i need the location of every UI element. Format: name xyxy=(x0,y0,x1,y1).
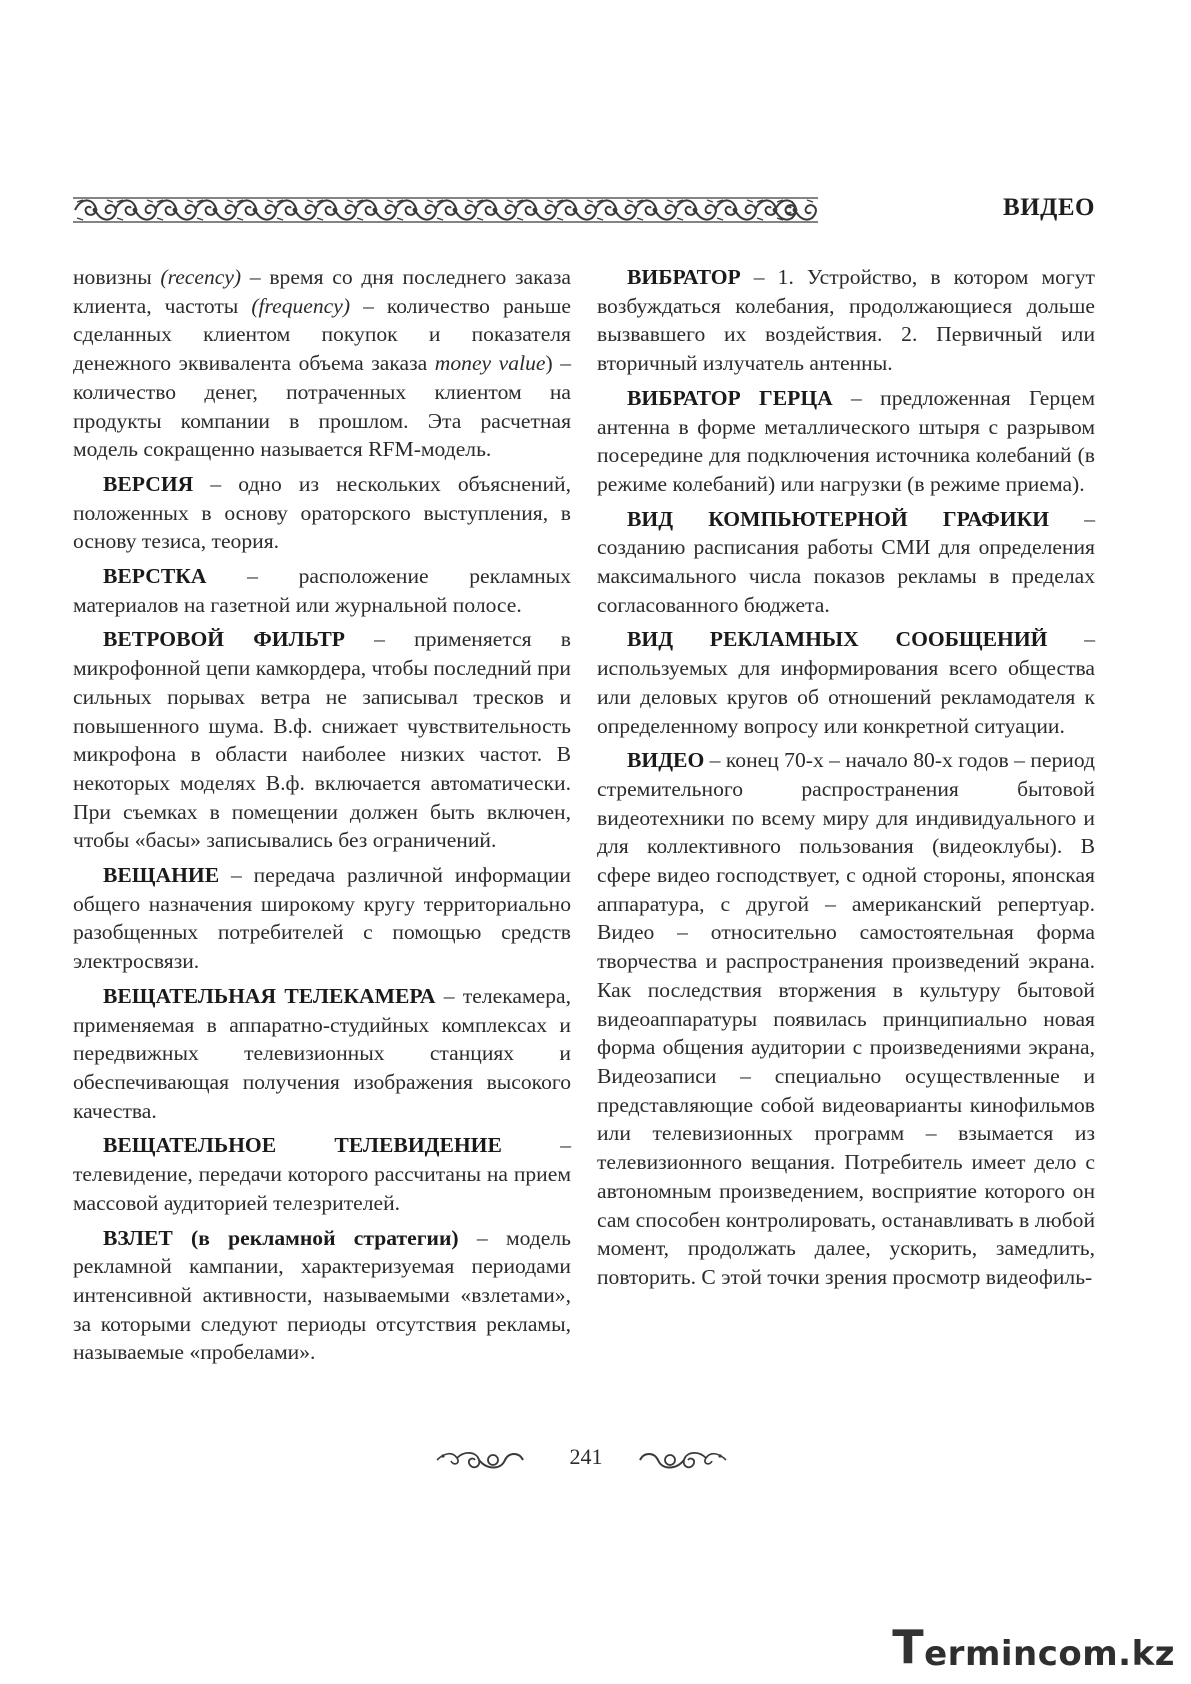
entry-term: ВЗЛЕТ (в рекламной стратегии) xyxy=(103,1225,459,1250)
entry-definition: – передача различной информации общего назначения широкому кругу территориально разобщенных потребителей с помощью средств электросвязи. xyxy=(73,863,571,974)
entry-definition: – предложенная Герцем антенна в форме металлического штыря с разрывом посередине для подключения источника колебаний (в режиме колебаний) или нагрузки (в режиме приема). xyxy=(597,385,1095,496)
entry-term: ВЕЩАНИЕ xyxy=(103,863,220,888)
text-run: – время со дня последнего заказа клиента, частоты xyxy=(73,265,571,318)
entry-definition: – применяется в микрофонной цепи камкордера, чтобы последний при сильных порывах ветра не записывал тресков и повышенного шума. В.ф. снижает чувствительность микрофона в области наиболее низких частот. В некоторых моделях В.ф. включается автоматически. При съемках в помещении должен быть включен, чтобы «басы» записывались без ограничений. xyxy=(73,627,571,853)
watermark-initial: T xyxy=(892,1620,925,1674)
entry-vzlet xyxy=(73,1224,571,1368)
entry-vibrator xyxy=(597,263,1095,378)
running-head: ВИДЕО xyxy=(1003,194,1095,221)
entry-versiya xyxy=(73,470,571,556)
italic-term: money value xyxy=(434,351,546,376)
entry-vibrator-gertsa xyxy=(597,384,1095,499)
entry-term: ВИБРАТОР xyxy=(627,265,741,289)
footer-ornament-right-icon xyxy=(638,1448,728,1472)
footer-ornament-left-icon xyxy=(435,1448,525,1472)
text-run: ) – количество денег, потраченных клиентом на продукты компании в прошлом. Эта расчетная модель сокращенно называется RFM-модель. xyxy=(73,351,571,462)
entry-definition: – расположение рекламных материалов на газетной или журнальной полосе. xyxy=(73,564,571,617)
page-footer xyxy=(0,1440,1191,1480)
entry-term: ВИД КОМПЬЮТЕРНОЙ ГРАФИКИ xyxy=(627,506,1050,531)
entry-veshchatelnoe-televidenie xyxy=(73,1131,571,1217)
italic-term: (recency) xyxy=(160,265,242,289)
entry-verstka xyxy=(73,562,571,619)
entry-vid-kompyuternoy-grafiki xyxy=(597,505,1095,620)
entry-definition: – 1. Устройство, в котором могут возбуждаться колебания, продолжающиеся дольше вызвавшего их воздействия. 2. Первичный или вторичный излучатель антенны. xyxy=(597,265,1095,376)
continued-paragraph xyxy=(73,263,571,464)
right-column xyxy=(597,263,1095,1292)
entry-definition: – модель рекламной кампании, характеризуемая периодами интенсивной активности, называемыми «взлетами», за которыми следуют периоды отсутствия рекламы, называемые «пробелами». xyxy=(73,1225,571,1365)
entry-definition: – конец 70-х – начало 80-х годов – период стремительного распространения бытовой видеотехники по всему миру для индивидуального и для коллективного пользования (видеоклубы). В сфере видео господствует, с одной стороны, японская аппаратура, с другой – американский репертуар. Видео – относительно самостоятельная форма творчества и распространения произведений экрана. Как последствия вторжения в культуру бытовой видеоаппаратуры появилась принципиально новая форма общения аудитории с произведениями экрана, Видеозаписи – специально осуществленные и представляющие собой видеоварианты кинофильмов или телевизионных программ – взымается из телевизионного вещания. Потребитель имеет дело с автономным произведением, восприятие которого он сам способен контролировать, останавливать в любой момент, продолжать далее, ускорить, замедлить, повторить. С этой точки зрения просмотр видеофиль- xyxy=(597,748,1095,1289)
entry-term: ВЕЩАТЕЛЬНОЕ ТЕЛЕВИДЕНИЕ xyxy=(103,1133,502,1158)
entry-definition: – одно из нескольких объяснений, положенных в основу ораторского выступления, в основу тезиса, теория. xyxy=(73,471,571,554)
page-number: 241 xyxy=(569,1444,603,1469)
entry-term: ВЕРСТКА xyxy=(103,564,207,589)
entry-definition: – используемых для информирования всего общества или деловых кругов об отношений рекламодателя к определенному вопросу или конкретной ситуации. xyxy=(597,627,1096,738)
left-column xyxy=(73,263,571,1367)
entry-term: ВЕРСИЯ xyxy=(103,471,194,496)
entry-term: ВИБРАТОР ГЕРЦА xyxy=(627,385,833,410)
text-run: новизны xyxy=(73,265,161,289)
entry-term: ВИД РЕКЛАМНЫХ СООБЩЕНИЙ xyxy=(627,627,1048,652)
entry-definition: – телевидение, передачи которого рассчитаны на прием массовой аудиторией телезрителей. xyxy=(73,1133,571,1215)
text-run: – количество раньше сделанных клиентом покупок и показателя денежного эквивалента объема заказа xyxy=(73,293,571,376)
entry-veshchanie xyxy=(73,861,571,976)
entry-term: ВЕТРОВОЙ ФИЛЬТР xyxy=(103,627,345,652)
entry-term: ВЕЩАТЕЛЬНАЯ ТЕЛЕКАМЕРА xyxy=(103,983,436,1008)
page-header xyxy=(73,190,1095,230)
entry-definition: – телекамера, применяемая в аппаратно-студийных комплексах и передвижных телевизионных станциях и обеспечивающая получения изображения высокого качества. xyxy=(73,983,571,1123)
entry-definition: – созданию расписания работы СМИ для определения максимального числа показов рекламы в пределах согласованного бюджета. xyxy=(597,506,1095,617)
watermark-text: ermincom.kz xyxy=(924,1634,1175,1674)
entry-veshchatelnaya-telekamera xyxy=(73,982,571,1126)
italic-term: (frequency) xyxy=(251,293,351,318)
entry-video xyxy=(597,746,1095,1291)
ornamental-border-band xyxy=(73,196,818,224)
site-watermark-logo xyxy=(892,1620,1175,1674)
entry-vetrovoy-filtr xyxy=(73,625,571,855)
entry-vid-reklamnyh-soobshcheniy xyxy=(597,625,1095,740)
entry-term: ВИДЕО xyxy=(627,748,705,773)
